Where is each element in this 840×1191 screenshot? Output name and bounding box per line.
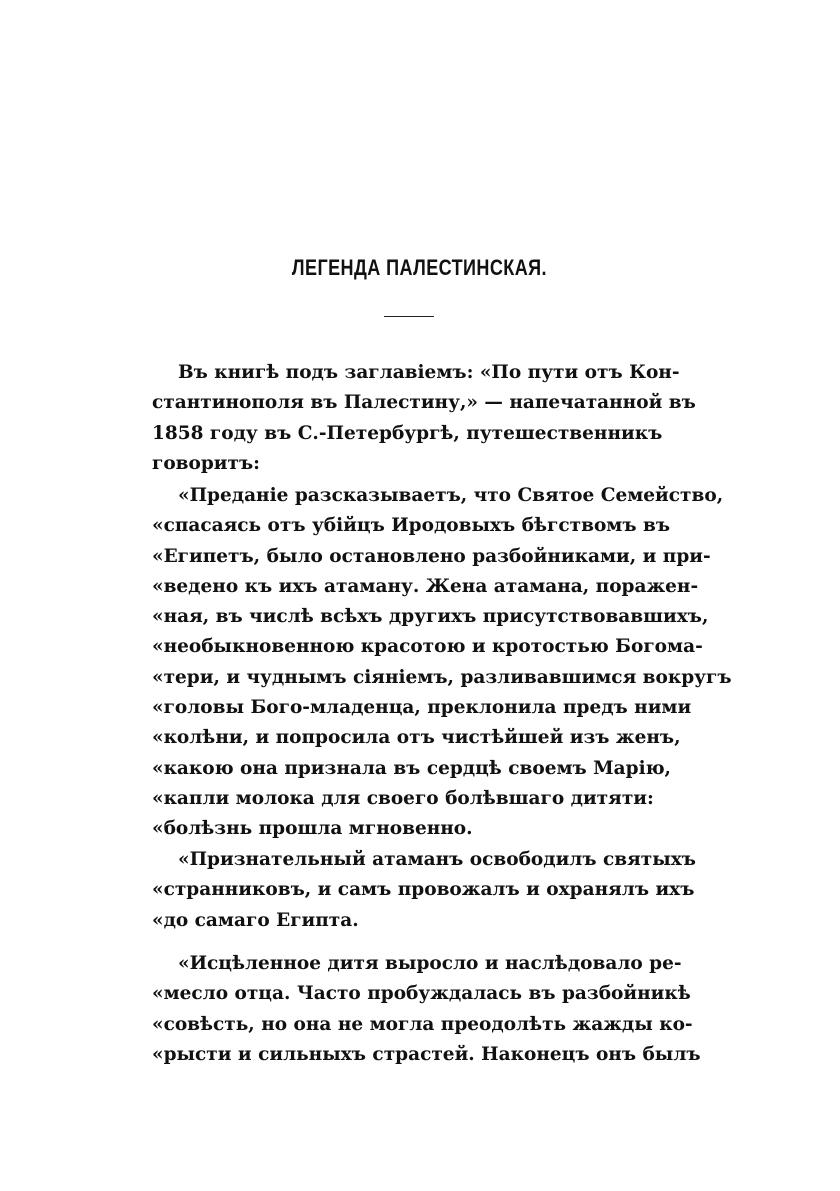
text-line: «капли молока для своего болѣвшаго дитяти: [152,787,654,809]
paragraph-4 [152,949,701,1070]
title-divider [384,316,434,317]
text-line: «Признательный атаманъ освободилъ святыхъ [178,849,696,870]
text-line: «Египетъ, было остановлено разбойниками, и при- [152,545,711,567]
text-line: стантинополя въ Палестину,» — напечатанной въ [152,392,696,414]
text-line: «до самаго Египта. [152,909,359,931]
text-line: «месло отца. Часто пробуждалась въ разбойникѣ [152,983,691,1005]
text-line: «Преданіе разсказываетъ, что Святое Семейство, [178,485,724,506]
text-line: «болѣзнь прошла мгновенно. [152,818,473,840]
text-line: «совѣсть, но она не могла преодолѣть жажды ко- [152,1013,693,1035]
text-line: «какою она признала въ сердцѣ своемъ Марію, [152,757,672,779]
text-line: 1858 году въ С.-Петербургѣ, путешественникъ [152,422,663,444]
text-line: «странниковъ, и самъ провожалъ и охранялъ ихъ [152,879,695,901]
paragraph-2 [152,481,732,845]
text-line: «головы Бого-младенца, преклонила предъ ними [152,697,692,719]
text-line: «спасаясь отъ убійцъ Иродовыхъ бѣгствомъ въ [152,515,671,537]
paragraph-1 [152,358,696,479]
text-line: «колѣни, и попросила отъ чистѣйшей изъ женъ, [152,727,681,749]
text-line: «тери, и чуднымъ сіяніемъ, разливавшимся вокругъ [152,666,732,688]
text-line: Въ книгѣ подъ заглавіемъ: «По пути отъ Кон- [178,362,680,383]
text-line: «рысти и сильныхъ страстей. Наконецъ онъ былъ [152,1043,701,1065]
text-line: «ведено къ ихъ атаману. Жена атамана, поражен- [152,575,699,597]
page-title: ЛЕГЕНДА ПАЛЕСТИНСКАЯ. [291,255,547,280]
paragraph-3 [152,845,696,936]
text-line: «необыкновенною красотою и кротостью Богома- [152,636,703,658]
text-line: говоритъ: [152,452,261,474]
text-line: «ная, въ числѣ всѣхъ другихъ присутствовавшихъ, [152,606,709,628]
text-line: «Исцѣленное дитя выросло и наслѣдовало ре- [178,953,682,974]
